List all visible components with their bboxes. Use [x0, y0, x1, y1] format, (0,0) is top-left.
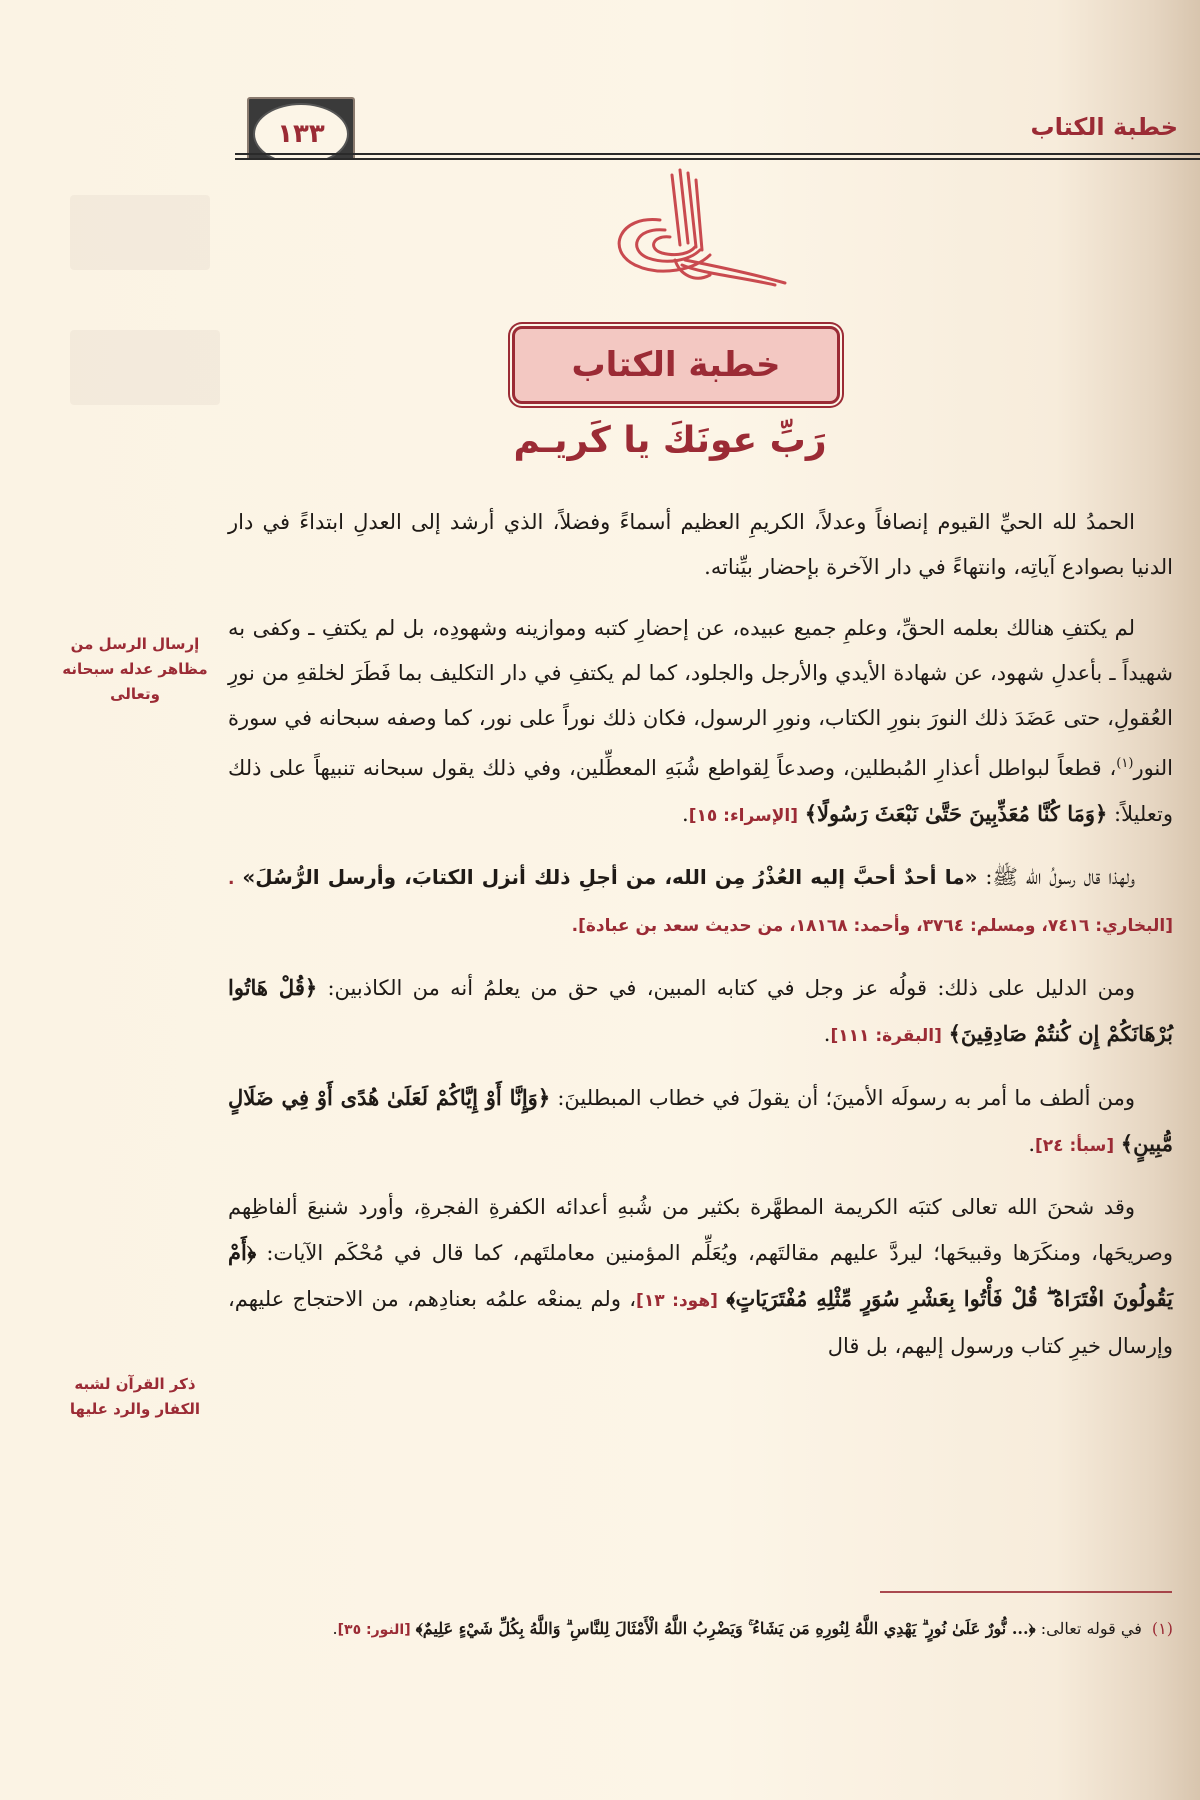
paragraph-text: ومن الدليل على ذلك: قولُه عز وجل في كتابه المبين، في حق من يعلمُ أنه من الكاذبين: — [317, 976, 1136, 1000]
footnote-divider — [880, 1591, 1172, 1593]
punctuation: . — [332, 1619, 338, 1638]
paragraph-text: وقد شحنَ الله تعالى كتبَه الكريمة المطهَّرة بكثير من شُبهِ أعدائه الكفرةِ الفجرةِ، وأورد شنيعَ ألفاظِهم وصريحَها، ومنكَرَها وقبيحَها؛ ليردَّ عليهم مقالتَهم، ويُعَلِّم المؤمنين معاملتَهم، كما قال في مُحْكَم الآيات: — [228, 1195, 1173, 1265]
quran-verse: ﴿وَإِنَّا أَوْ إِيَّاكُمْ لَعَلَىٰ هُدًى أَوْ فِي ضَلَالٍ مُّبِينٍ﴾ — [228, 1085, 1173, 1156]
running-header — [235, 95, 1200, 165]
body-text — [228, 500, 1173, 1385]
footnote-marker[interactable]: (١) — [1116, 756, 1134, 771]
show-through-margin-1 — [70, 195, 210, 270]
paragraph — [228, 500, 1173, 590]
chapter-subtitle: رَبِّ عونَكَ يا كَريـم — [513, 420, 827, 461]
paragraph-text: ، قطعاً لبواطل أعذارِ المُبطلين، وصدعاً لِقواطع شُبَهِ المعطِّلين، وفي ذلك يقول سبحانه تنبيهاً على ذلك وتعليلاً: — [228, 756, 1173, 826]
quran-verse: ﴿قُلْ هَاتُوا بُرْهَانَكُمْ إِن كُنتُمْ صَادِقِينَ﴾ — [228, 975, 1173, 1046]
paragraph-text: الحمدُ لله الحيِّ القيوم إنصافاً وعدلاً، الكريمِ العظيم أسماءً وفضلاً، الذي أرشد إلى العدلِ ابتداءً في دار الدنيا بصوادع آياتِه، وانتهاءً في دار الآخرة بإحضار بيِّناته. — [228, 510, 1173, 579]
chapter-title-box — [512, 326, 840, 404]
running-title: خطبة الكتاب — [1030, 113, 1178, 141]
paragraph — [228, 606, 1173, 839]
paragraph — [228, 965, 1173, 1059]
paragraph-text: لم يكتفِ هنالك بعلمه الحقِّ، وعلمِ جميع عبيده، عن إحضارِ كتبه وموازينه وشهودِه، بل لم يكتفِ ـ وكفى به شهيداً ـ بأعدلِ شهود، عن شهادة الأيدي والأرجل والجلود، كما لم يكتفِ في دار التكليف بما فَطَرَ لخلقهِ من نورِ العُقولِ، حتى عَضَدَ ذلك النورَ بنورِ الكتاب، ونورِ الرسول، فكان ذلك نوراً على نور، كما وصفه سبحانه في سورة النور — [228, 616, 1173, 780]
verse-reference: [هود: ١٣] — [636, 1291, 718, 1311]
show-through-margin-2 — [70, 330, 220, 405]
paragraph-text: ولهذا قال رسولُ الله ﷺ: — [977, 865, 1135, 889]
punctuation: . — [1028, 1132, 1036, 1156]
quran-verse: ﴿... نُّورٌ عَلَىٰ نُورٍ ۗ يَهْدِي اللَّهُ لِنُورِهِ مَن يَشَاءُ ۚ وَيَضْرِبُ اللَّهُ الْأَمْثَالَ لِلنَّاسِ ۗ وَاللَّهُ بِكُلِّ شَيْءٍ عَلِيمٌ﴾ — [415, 1619, 1036, 1638]
paragraph — [228, 1185, 1173, 1369]
page-number-badge — [247, 97, 355, 159]
footnote-number: (١) — [1151, 1619, 1173, 1638]
verse-reference: [الإسراء: ١٥] — [688, 806, 799, 826]
verse-reference: [سبأ: ٢٤] — [1035, 1136, 1115, 1156]
margin-note-quran-refutation: ذكر القرآن لشبه الكفار والرد عليها — [69, 1375, 201, 1418]
hadith-quote: «ما أحدٌ أحبَّ إليه العُذْرُ مِن الله، من أجلِ ذلك أنزل الكتابَ، وأرسل الرُّسُلَ» — [242, 865, 978, 889]
hadith-reference: .[البخاري: ٧٤١٦، ومسلم: ٣٧٦٤، وأحمد: ١٨١٦٨، من حديث سعد بن عبادة]. — [228, 869, 1173, 936]
margin-note-sending-messengers: إرسال الرسل من مظاهر عدله سبحانه وتعالى — [62, 635, 208, 703]
verse-reference: [النور: ٣٥] — [337, 1622, 411, 1638]
footnote-text: في قوله تعالى: — [1035, 1619, 1142, 1638]
tughra-calligraphy-icon — [600, 165, 800, 290]
punctuation: . — [682, 802, 689, 826]
quran-verse: ﴿أَمْ يَقُولُونَ افْتَرَاهُ ۖ قُلْ فَأْتُوا بِعَشْرِ سُوَرٍ مِّثْلِهِ مُفْتَرَيَاتٍ﴾ — [228, 1240, 1173, 1311]
paragraph — [228, 1075, 1173, 1169]
footnotes — [228, 1612, 1173, 1647]
verse-reference: [البقرة: ١١١] — [830, 1026, 942, 1046]
punctuation: . — [823, 1022, 831, 1046]
paragraph-text: ومن ألطف ما أمر به رسولَه الأمينَ؛ أن يقولَ في خطاب المبطلينَ: — [550, 1086, 1135, 1110]
paragraph-text: ، ولم يمنعْه علمُه بعنادِهم، من الاحتجاج عليهم، وإرسال خيرِ كتاب ورسول إليهم، بل قال — [228, 1287, 1173, 1358]
footnote — [228, 1612, 1173, 1647]
quran-verse: ﴿وَمَا كُنَّا مُعَذِّبِينَ حَتَّىٰ نَبْعَثَ رَسُولًا﴾ — [804, 801, 1108, 826]
page-number: ١٣٣ — [253, 103, 349, 159]
chapter-title: خطبة الكتاب — [571, 345, 781, 385]
header-rule — [235, 153, 1200, 160]
paragraph — [228, 855, 1173, 949]
